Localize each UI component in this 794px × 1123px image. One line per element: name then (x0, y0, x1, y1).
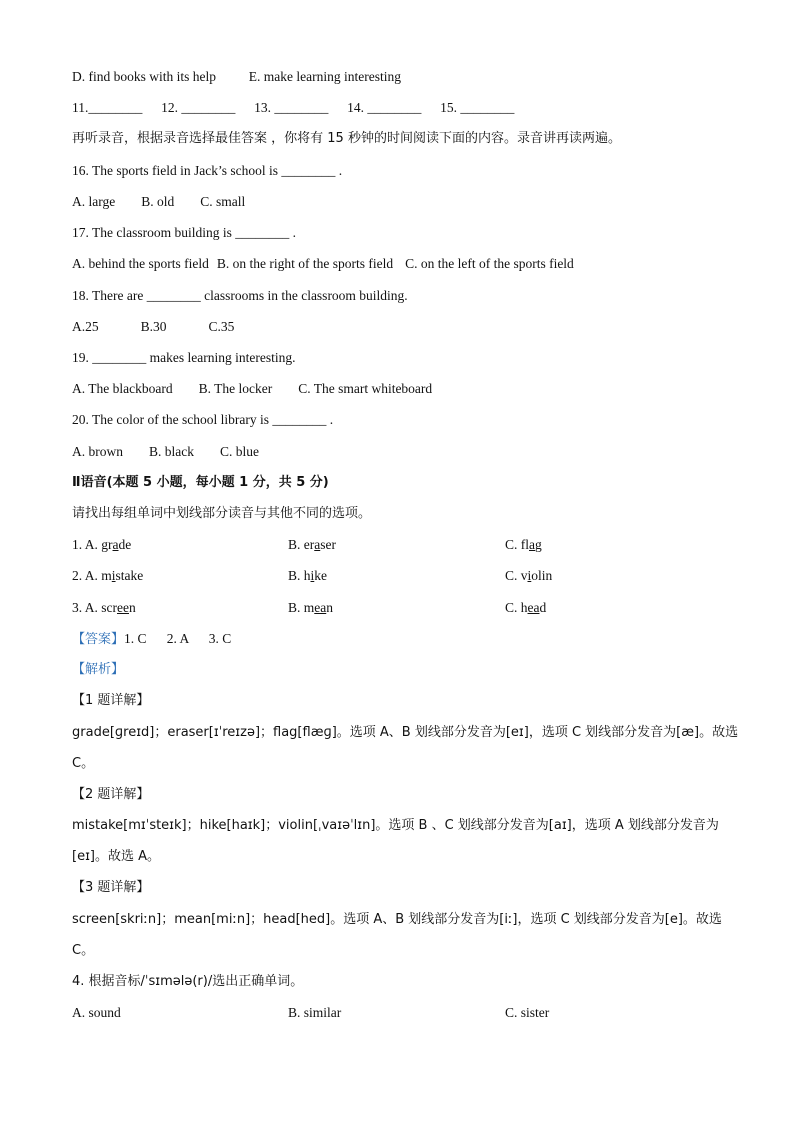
question-20-options (72, 443, 259, 461)
q17-option-b: B. on the right of the sports field (216, 256, 394, 271)
question-18: 18. There are ________ classrooms in the classroom building. (72, 288, 408, 303)
detail-3-line-2: C。 (72, 943, 95, 958)
question-17-options (72, 255, 574, 273)
q18-option-c: C.35 (208, 319, 235, 334)
blank-11: 11.________ (72, 100, 143, 115)
answer-line (72, 630, 231, 649)
q19-option-b: B. The locker (198, 381, 273, 396)
detail-2-heading: 【2 题详解】 (72, 787, 150, 802)
phon-q3-option-b: B. mean (288, 600, 333, 615)
question-16: 16. The sports field in Jack’s school is ________ . (72, 163, 343, 178)
options-d-e (72, 68, 401, 86)
phon-q1-option-b: B. eraser (288, 537, 336, 552)
phon-q1-option-a: 1. A. grade (72, 537, 132, 552)
question-18-options (72, 318, 234, 336)
phon-q2-option-c: C. violin (505, 568, 553, 583)
detail-1-heading: 【1 题详解】 (72, 693, 150, 708)
detail-1-line-1: grade[ɡreɪd]；eraser[ɪˈreɪzə]；flag[flæɡ]。选项 A、B 划线部分发音为[eɪ]，选项 C 划线部分发音为[æ]。故选 (72, 725, 739, 740)
detail-3-line-1: screen[skriːn]；mean[miːn]；head[hed]。选项 A、B 划线部分发音为[iː]，选项 C 划线部分发音为[e]。故选 (72, 912, 722, 927)
blank-13: 13. ________ (254, 100, 329, 115)
q20-option-b: B. black (149, 444, 194, 459)
phon-q1-option-c: C. flag (505, 537, 542, 552)
q16-option-a: A. large (72, 194, 116, 209)
detail-3-heading: 【3 题详解】 (72, 880, 150, 895)
blank-14: 14. ________ (347, 100, 422, 115)
q16-option-c: C. small (200, 194, 246, 209)
q17-option-a: A. behind the sports field (72, 256, 209, 271)
question-19-options (72, 380, 432, 398)
q4-option-c: C. sister (505, 1005, 550, 1020)
q4-option-a: A. sound (72, 1005, 121, 1020)
q19-option-c: C. The smart whiteboard (298, 381, 433, 396)
section-heading-phonetics: Ⅱ语音(本题 5 小题，每小题 1 分，共 5 分) (72, 475, 329, 490)
blank-15: 15. ________ (440, 100, 515, 115)
option-e: E. make learning interesting (248, 69, 401, 84)
q4-option-b: B. similar (288, 1005, 342, 1020)
option-d: D. find books with its help (72, 69, 216, 84)
phon-q2-option-a: 2. A. mistake (72, 568, 144, 583)
question-20: 20. The color of the school library is ________ . (72, 412, 334, 427)
q18-option-b: B.30 (140, 319, 167, 334)
q17-option-c: C. on the left of the sports field (405, 256, 574, 271)
question-19: 19. ________ makes learning interesting. (72, 350, 296, 365)
phonetics-instruction: 请找出每组单词中划线部分读音与其他不同的选项。 (72, 506, 372, 521)
phon-q3-option-a: 3. A. screen (72, 600, 136, 615)
detail-2-line-2: [eɪ]。故选 A。 (72, 849, 160, 864)
q16-option-b: B. old (141, 194, 175, 209)
q19-option-a: A. The blackboard (72, 381, 173, 396)
analysis-tag: 【解析】 (72, 662, 125, 677)
question-17: 17. The classroom building is ________ . (72, 225, 296, 240)
detail-2-line-1: mistake[mɪˈsteɪk]；hike[haɪk]；violin[ˌvaɪəˈlɪn]。选项 B 、C 划线部分发音为[aɪ]，选项 A 划线部分发音为 (72, 818, 719, 833)
detail-1-line-2: C。 (72, 756, 95, 771)
q20-option-a: A. brown (72, 444, 123, 459)
question-4: 4. 根据音标/ˈsɪmələ(r)/选出正确单词。 (72, 974, 304, 989)
phon-q2-option-b: B. hike (288, 568, 328, 583)
phon-q3-option-c: C. head (505, 600, 547, 615)
question-16-options (72, 193, 245, 211)
listening-instruction: 再听录音，根据录音选择最佳答案 ，你将有 15 秒钟的时间阅读下面的内容。录音讲再读两遍。 (72, 131, 621, 146)
q18-option-a: A.25 (72, 319, 99, 334)
answer-text: 1. C 2. A 3. C (124, 631, 232, 646)
answer-tag: 【答案】 (72, 632, 125, 647)
blank-12: 12. ________ (161, 100, 236, 115)
q20-option-c: C. blue (220, 444, 259, 459)
answer-blanks-11-15 (72, 99, 514, 117)
